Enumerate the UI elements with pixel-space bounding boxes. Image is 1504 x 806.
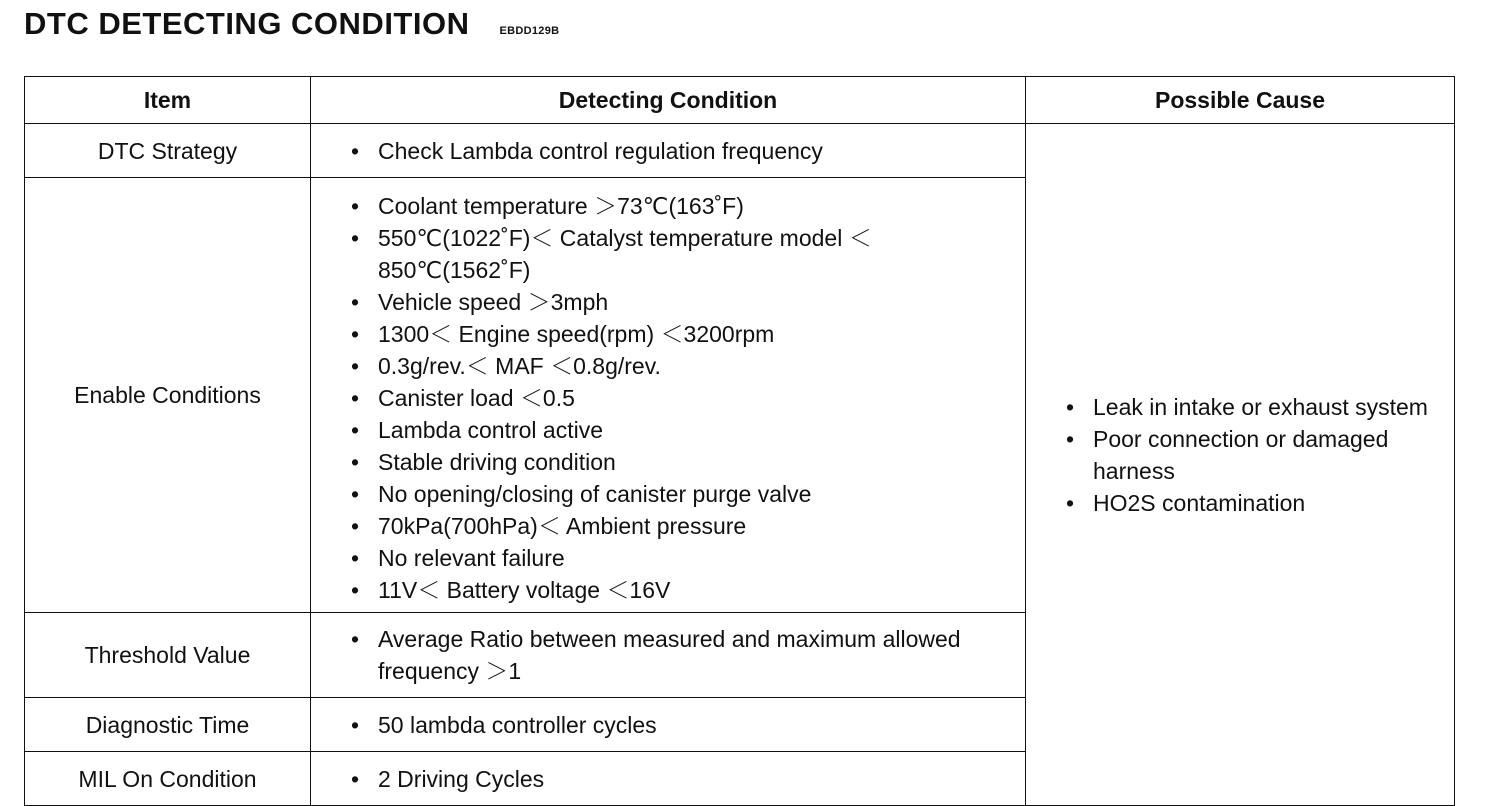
condition-cell — [311, 752, 1026, 806]
column-header-item: Item — [25, 77, 311, 124]
condition-item: • Stable driving condition — [349, 446, 1017, 478]
condition-item: • Canister load ＜0.5 — [349, 382, 1017, 414]
condition-item: • No opening/closing of canister purge valve — [349, 478, 1017, 510]
condition-cell — [311, 613, 1026, 698]
cause-item: • Leak in intake or exhaust system — [1064, 391, 1440, 423]
item-cell: Diagnostic Time — [25, 698, 311, 752]
condition-cell — [311, 178, 1026, 613]
condition-item: • 550℃(1022˚F)＜ Catalyst temperature model ＜850℃(1562˚F) — [349, 222, 1017, 286]
condition-item: • Average Ratio between measured and maximum allowed frequency ＞1 — [349, 623, 1017, 687]
page-title — [24, 6, 559, 50]
item-cell: DTC Strategy — [25, 124, 311, 178]
column-header-possible-cause: Possible Cause — [1026, 77, 1455, 124]
condition-cell — [311, 124, 1026, 178]
column-header-detecting-condition: Detecting Condition — [311, 77, 1026, 124]
document-title: DTC DETECTING CONDITION — [24, 6, 470, 41]
condition-item: • 50 lambda controller cycles — [349, 709, 1017, 741]
condition-item: • Vehicle speed ＞3mph — [349, 286, 1017, 318]
condition-item: • 70kPa(700hPa)＜ Ambient pressure — [349, 510, 1017, 542]
item-cell: Threshold Value — [25, 613, 311, 698]
condition-item: • No relevant failure — [349, 542, 1017, 574]
condition-item: • 0.3g/rev.＜ MAF ＜0.8g/rev. — [349, 350, 1017, 382]
table-header-row — [25, 77, 1455, 124]
document-code: EBDD129B — [499, 25, 560, 37]
condition-item: • 11V＜ Battery voltage ＜16V — [349, 574, 1017, 606]
cause-item: • Poor connection or damaged harness — [1064, 423, 1440, 487]
table-row — [25, 124, 1455, 178]
condition-item: • Coolant temperature ＞73℃(163˚F) — [349, 190, 1017, 222]
condition-item: • 1300＜ Engine speed(rpm) ＜3200rpm — [349, 318, 1017, 350]
cause-item: • HO2S contamination — [1064, 487, 1440, 519]
dtc-condition-table — [24, 76, 1455, 806]
condition-cell — [311, 698, 1026, 752]
condition-item: • Check Lambda control regulation frequency — [349, 135, 1017, 167]
condition-item: • Lambda control active — [349, 414, 1017, 446]
item-cell: Enable Conditions — [25, 178, 311, 613]
condition-item: • 2 Driving Cycles — [349, 763, 1017, 795]
item-cell: MIL On Condition — [25, 752, 311, 806]
possible-cause-cell — [1026, 124, 1455, 806]
